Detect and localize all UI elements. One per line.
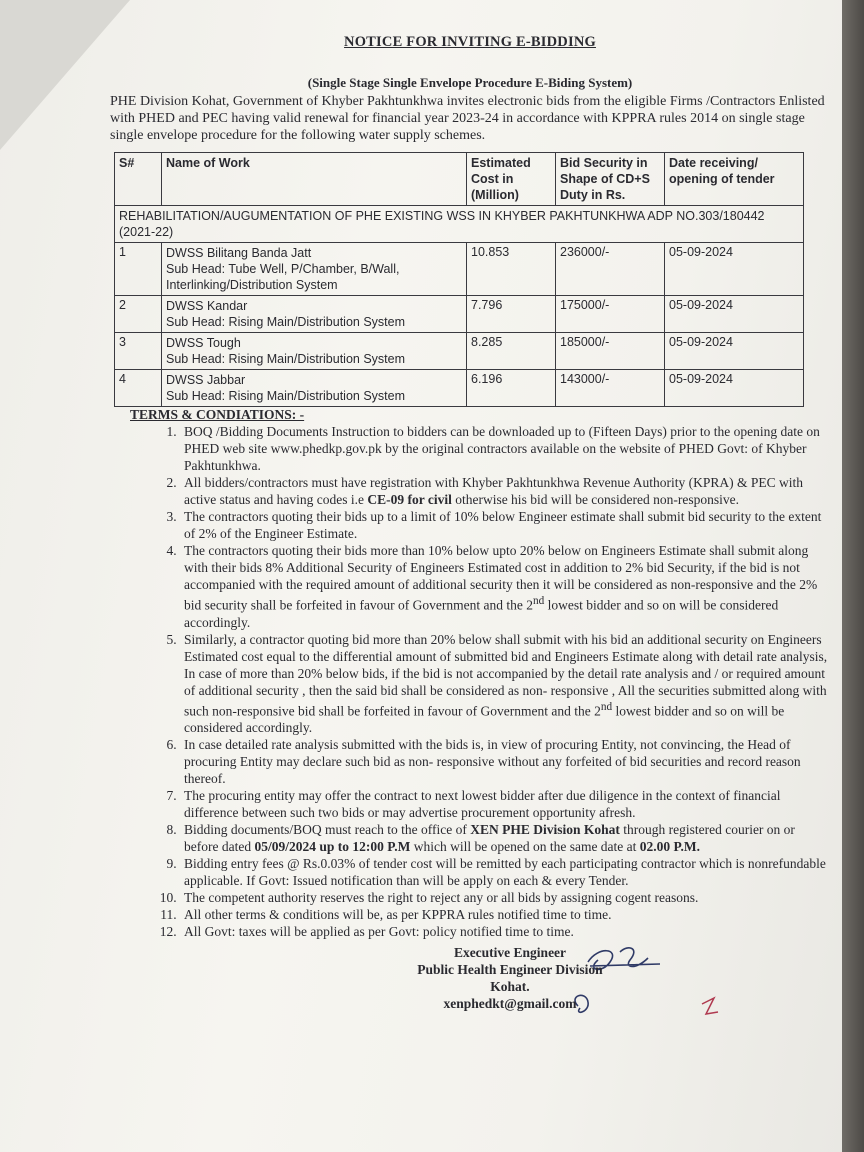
row-cost: 6.196 (467, 370, 556, 407)
term-item: 4. The contractors quoting their bids more than 10% below upto 20% below on Engineers Estimate shall submit along with their bids 8% Additional Security of Engineers Estimated cost in addition to 2% bid Security, if the bid is not accompanied with the required amount of additional security then it will be considered as non-responsive and the 2% bid security shall be forfeited in favour of Government and the 2nd lowest bidder and so on will be considered accordingly. (180, 542, 830, 631)
row-cost: 7.796 (467, 296, 556, 333)
term-item: 1. BOQ /Bidding Documents Instruction to bidders can be downloaded up to (Fifteen Days) prior to the opening date on PHED web site www.phedkp.gov.pk by the original contractors available on the website of PHED Govt: of Khyber Pakhtunkhwa. (180, 423, 830, 474)
header-sno: S# (115, 153, 162, 206)
signature-block (400, 944, 620, 1012)
row-sno: 4 (115, 370, 162, 407)
group-title: REHABILITATION/AUGUMENTATION OF PHE EXISTING WSS IN KHYBER PAKHTUNKHWA ADP NO.303/180442 (2021-22) (115, 206, 804, 243)
work-subhead: Sub Head: Tube Well, P/Chamber, B/Wall, Interlinking/Distribution System (166, 262, 400, 292)
term-item: 5. Similarly, a contractor quoting bid more than 20% below shall submit with his bid an additional security on Engineers Estimated cost equal to the differential amount of submitted bid and Engineers Estimate along with detail rate analysis, In case of more than 20% below bids, if the bid is not accompanied by the detail rate analysis and / or required amount of additional security , then the said bid shall be considered as non- responsive , All the securities submitted along with such non-responsive bid shall be forfeited in favour of Government and the 2nd lowest bidder and so on will be considered accordingly. (180, 631, 830, 737)
row-date: 05-09-2024 (665, 243, 804, 296)
row-work (162, 296, 467, 333)
row-security: 185000/- (556, 333, 665, 370)
notice-title: NOTICE FOR INVITING E-BIDDING (344, 34, 596, 50)
term-item: 11. All other terms & conditions will be, as per KPPRA rules notified time to time. (180, 906, 830, 923)
notice-subtitle: (Single Stage Single Envelope Procedure E-Biding System) (307, 75, 633, 90)
work-title: DWSS Tough (166, 336, 241, 350)
work-subhead: Sub Head: Rising Main/Distribution System (166, 352, 405, 366)
terms-heading: TERMS & CONDIATIONS: - (130, 407, 305, 422)
header-name-of-work: Name of Work (162, 153, 467, 206)
background-surface (842, 0, 864, 1152)
term-item: 12. All Govt: taxes will be applied as per Govt: policy notified time to time. (180, 923, 830, 940)
signatory-email: xenphedkt@gmail.com (443, 996, 577, 1011)
work-subhead: Sub Head: Rising Main/Distribution System (166, 389, 405, 403)
table-row (115, 370, 804, 407)
term-item: 8. Bidding documents/BOQ must reach to the office of XEN PHE Division Kohat through registered courier on or before dated 05/09/2024 up to 12:00 P.M which will be opened on the same date at 02.00 P.M. (180, 821, 830, 855)
work-title: DWSS Kandar (166, 299, 248, 313)
row-security: 143000/- (556, 370, 665, 407)
row-sno: 1 (115, 243, 162, 296)
notice-intro: PHE Division Kohat, Government of Khyber Pakhtunkhwa invites electronic bids from the eligible Firms /Contractors Enlisted with PHED and PEC having valid renewal for financial year 2023-24 in accordance with KPPRA rules 2014 on single stage single envelope procedure for the following water supply schemes. (110, 94, 825, 143)
header-date: Date receiving/ opening of tender (665, 153, 804, 206)
term-item: 2. All bidders/contractors must have registration with Khyber Pakhtunkhwa Revenue Authority (KPRA) & PEC with active status and having codes i.e CE-09 for civil otherwise his bid will be considered non-responsive. (180, 474, 830, 508)
row-work (162, 243, 467, 296)
notice-document (110, 34, 830, 940)
term-item: 7. The procuring entity may offer the contract to next lowest bidder after due diligence in the context of financial difference between such two bids or may advertise procurement opportunity afresh. (180, 787, 830, 821)
row-date: 05-09-2024 (665, 333, 804, 370)
row-work (162, 333, 467, 370)
table-group-row (115, 206, 804, 243)
table-row (115, 243, 804, 296)
row-security: 236000/- (556, 243, 665, 296)
signatory-city: Kohat. (490, 979, 530, 994)
term-item: 9. Bidding entry fees @ Rs.0.03% of tender cost will be remitted by each participating contractor which is nonrefundable applicable. If Govt: Issued notification than will be apply on each & every Tender. (180, 855, 830, 889)
term-item: 3. The contractors quoting their bids up to a limit of 10% below Engineer estimate shall submit bid security to the extent of 2% of the Engineer Estimate. (180, 508, 830, 542)
table-row (115, 333, 804, 370)
row-date: 05-09-2024 (665, 370, 804, 407)
table-header-row (115, 153, 804, 206)
header-estimated-cost: Estimated Cost in (Million) (467, 153, 556, 206)
row-work (162, 370, 467, 407)
row-sno: 2 (115, 296, 162, 333)
table-row (115, 296, 804, 333)
row-cost: 10.853 (467, 243, 556, 296)
work-title: DWSS Jabbar (166, 373, 246, 387)
signatory-office: Public Health Engineer Division (417, 962, 603, 977)
row-security: 175000/- (556, 296, 665, 333)
row-date: 05-09-2024 (665, 296, 804, 333)
term-item: 10. The competent authority reserves the right to reject any or all bids by assigning cogent reasons. (180, 889, 830, 906)
tender-table (114, 152, 804, 407)
work-subhead: Sub Head: Rising Main/Distribution System (166, 315, 405, 329)
signatory-designation: Executive Engineer (453, 945, 567, 960)
term-item: 6. In case detailed rate analysis submitted with the bids is, in view of procuring Entity, not convincing, the Head of procuring Entity may declare such bid as non- responsive without any forfeited of bid securities and record reason thereof. (180, 736, 830, 787)
row-cost: 8.285 (467, 333, 556, 370)
row-sno: 3 (115, 333, 162, 370)
header-bid-security: Bid Security in Shape of CD+S Duty in Rs. (556, 153, 665, 206)
terms-list (110, 423, 830, 940)
work-title: DWSS Bilitang Banda Jatt (166, 246, 312, 260)
